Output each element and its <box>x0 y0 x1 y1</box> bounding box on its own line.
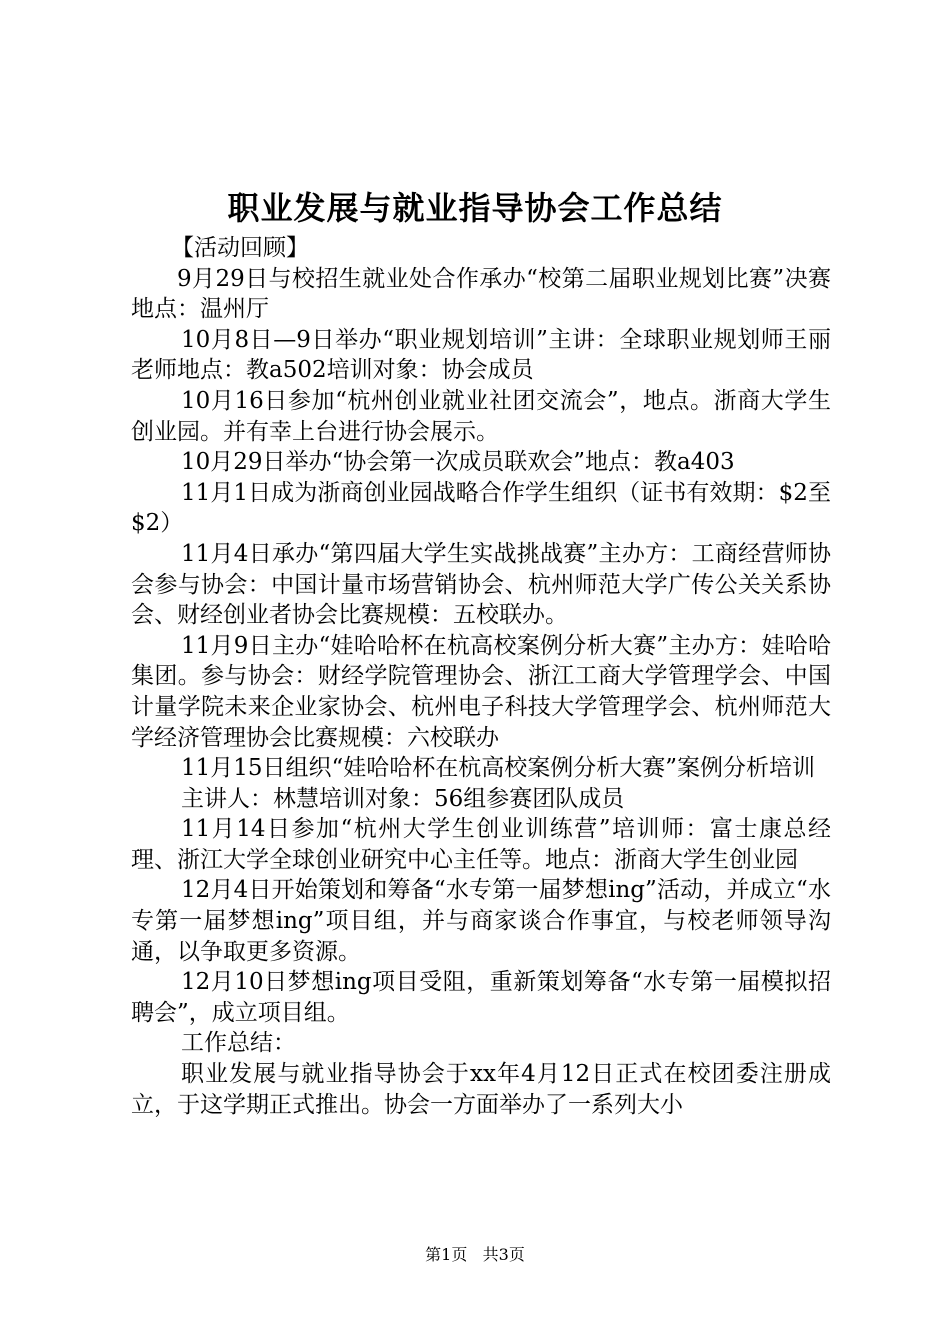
page-footer <box>0 1244 950 1266</box>
paragraph: 11月4日承办“第四届大学生实战挑战赛”主办方：工商经营师协会参与协会：中国计量市场营销协会、杭州师范大学广传公关关系协会、财经创业者协会比赛规模：五校联办。 <box>131 540 831 629</box>
subsection-heading: 工作总结： <box>181 1030 296 1057</box>
page-total: 共3页 <box>482 1245 525 1264</box>
paragraph: 主讲人：林慧培训对象：56组参赛团队成员 <box>181 785 625 812</box>
paragraph: 9月29日与校招生就业处合作承办“校第二届职业规划比赛”决赛地点：温州厅 <box>131 265 831 323</box>
paragraph: 11月14日参加“杭州大学生创业训练营”培训师：富士康总经理、浙江大学全球创业研究中心主任等。地点：浙商大学生创业园 <box>131 816 831 873</box>
paragraph: 10月29日举办“协会第一次成员联欢会”地点：教a403 <box>181 449 735 476</box>
paragraph: 12月4日开始策划和筹备“水专第一届梦想ing”活动，并成立“水专第一届梦想ing”项目组，并与商家谈合作事宜，与校老师领导沟通，以争取更多资源。 <box>131 877 831 965</box>
paragraph: 11月9日主办“娃哈哈杯在杭高校案例分析大赛”主办方：娃哈哈集团。参与协会：财经学院管理协会、浙江工商大学管理学会、中国计量学院未来企业家协会、杭州电子科技大学管理学会、杭州师范大学经济管理协会比赛规模：六校联办 <box>131 632 831 751</box>
paragraph: 11月15日组织“娃哈哈杯在杭高校案例分析大赛”案例分析培训 <box>181 755 816 782</box>
paragraph: 职业发展与就业指导协会于xx年4月12日正式在校团委注册成立，于这学期正式推出。协会一方面举办了一系列大小 <box>131 1061 831 1118</box>
paragraph: 10月8日—9日举办“职业规划培训”主讲：全球职业规划师王丽老师地点：教a502培训对象：协会成员 <box>131 326 831 384</box>
footer-spacer <box>472 1245 477 1264</box>
document-title: 职业发展与就业指导协会工作总结 <box>227 189 723 227</box>
document-body <box>131 233 831 1120</box>
section-heading: 【活动回顾】 <box>171 235 309 261</box>
paragraph: 10月16日参加“杭州创业就业社团交流会”，地点。浙商大学生创业园。并有幸上台进行协会展示。 <box>131 387 831 445</box>
page-number: 第1页 <box>425 1245 468 1264</box>
paragraph: 12月10日梦想ing项目受阻，重新策划筹备“水专第一届模拟招聘会”，成立项目组。 <box>131 969 831 1026</box>
paragraph: 11月1日成为浙商创业园战略合作学生组织（证书有效期：$2至$2） <box>131 479 831 537</box>
